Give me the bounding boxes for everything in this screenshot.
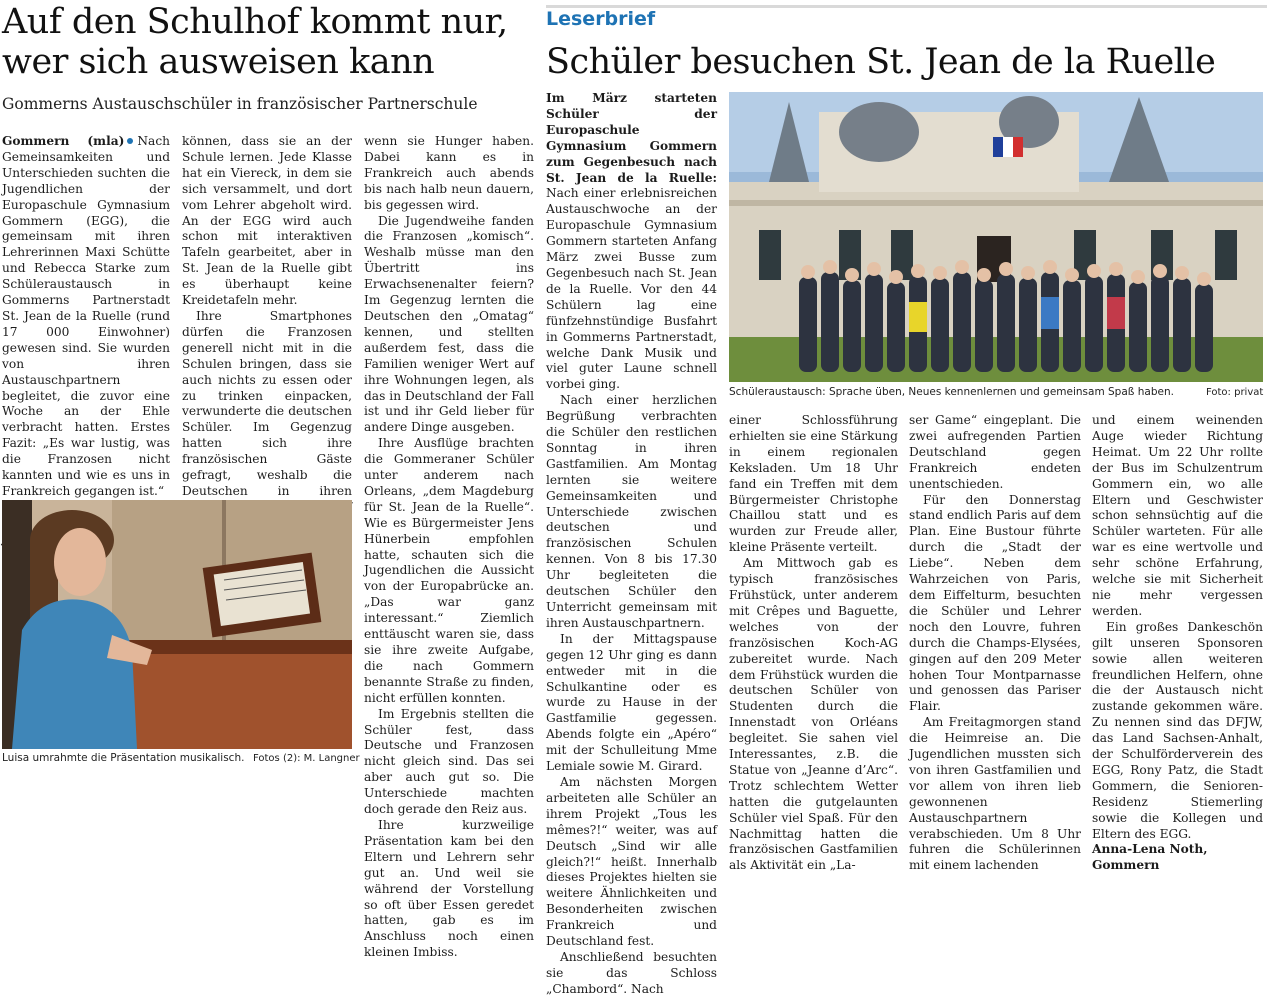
right-column-3 <box>909 413 1081 873</box>
left-photo-caption: Luisa umrahmte die Präsentation musikalisch. <box>2 752 245 764</box>
signature: Anna-Lena Noth, Gommern <box>1092 842 1208 873</box>
paragraph: Am Mittwoch gab es typisch französisches Frühstück, unter anderem mit Crêpes und Baguette, welches von der französischen Koch-AG zubereitet wurde. Nach dem Frühstück wurden die deutschen Schüler von Studenten durch die Innenstadt von Orléans begleitet. Sie sahen viel Interessantes, z.B. die Statue von „Jeanne d’Arc“. Trotz schlechtem Wetter hatten die gutgelaunten Schüler viel Spaß. Für den Nachmittag hatten die französischen Gastfamilien als Aktivität ein „La- <box>729 556 898 873</box>
right-photo-caption: Schüleraustausch: Sprache üben, Neues kennenlernen und gemeinsam Spaß haben. <box>729 386 1174 398</box>
paragraph: Die Jugendweihe fanden die Franzosen „komisch“. Weshalb müsse man den Übertritt ins Erwachsenenalter feiern? Im Gegenzug lernten die Deutschen den „Omatag“ kennen, und stellten außerdem fest, dass die Familien weniger Wert auf ihre Wohnungen legen, als das in Deutschland der Fall ist und ihr Geld lieber für andere Dinge ausgeben. <box>364 213 534 435</box>
piano-photo-illustration <box>2 500 352 749</box>
dateline: Gommern (mla) <box>2 134 125 148</box>
paragraph: Ihre Ausflüge brachten die Gommeraner Schüler unter anderem nach Orleans, „dem Magdeburg für St. Jean de la Ruelle“. Wie es Bürgermeister Jens Hünerbein empfohlen hatte, schauten sich die Jugendlichen die Aussicht von der Europabrücke an. „Das war ganz interessant.“ Ziemlich enttäuscht waren sie, dass sie ihre zweite Aufgabe, die nach Gommern benannte Straße zu finden, nicht erfüllen konnten. <box>364 436 534 705</box>
paragraph: und einem weinenden Auge wieder Richtung Heimat. Um 22 Uhr rollte der Bus im Schulzentrum Gommern ein, wo alle Eltern und Geschwister schon sehnsüchtig auf die Schüler warteten. Für alle war es eine wertvolle und sehr schöne Erfahrung, welche sie mit Sicherheit nie mehr vergessen werden. <box>1092 413 1263 618</box>
paragraph-text: Nach Gemeinsamkeiten und Unterschieden suchten die Jugendlichen der Europaschule Gymnasium Gommern (EGG), die gemeinsam mit ihren Lehrerinnen Maxi Schütte und Rebecca Starke zum Schüleraustausch in Gommerns Partnerstadt St. Jean de la Ruelle (rund 17 000 Einwohner) gewesen sind. Sie wurden von ihren Austauschpartnern begleitet, die zuvor eine Woche an der Ehle verbracht hatten. Erstes Fazit: „Es war lustig, was die Franzosen nicht kannten und wie es uns in Frankreich gegangen ist.“ <box>2 134 170 498</box>
paragraph: Ihre kurzweilige Präsentation kam bei den Eltern und Lehrern sehr gut an. Und weil sie während der Vorstellung so oft über Essen geredet hatten, gab es im Anschluss noch einen kleinen Imbiss. <box>364 817 534 960</box>
right-headline: Schüler besuchen St. Jean de la Ruelle <box>546 42 1216 82</box>
left-subtitle: Gommerns Austauschschüler in französischer Partnerschule <box>2 95 478 113</box>
right-photo-credit: Foto: privat <box>1206 387 1264 398</box>
bullet-dot-icon <box>127 138 133 144</box>
left-headline-line2: wer sich ausweisen kann <box>2 42 435 82</box>
paragraph-text: Nach einer erlebnisreichen Austauschwoche an der Europaschule Gymnasium Gommern starteten Anfang März zwei Busse zum Gegenbesuch nach St. Jean de la Ruelle. Vor den 44 Schülern lag eine fünfzehnstündige Busfahrt in Gommerns Partnerstadt, welche Dank Musik und viel guter Laune schnell vorbei ging. <box>546 186 717 392</box>
left-column-2 <box>182 134 352 498</box>
right-column-4 <box>1092 413 1263 873</box>
lead-text: Im März starteten Schüler der Europaschule Gymnasium Gommern zum Gegenbesuch nach St. Jean de la Ruelle: <box>546 91 717 185</box>
paragraph: Nach einer herzlichen Begrüßung verbrachten die Schüler den restlichen Sonntag in ihren Gastfamilien. Am Montag lernten sie weitere Gemeinsamkeiten und Unterschiede zwischen deutschen und französischen Schulen kennen. Von 8 bis 17.30 Uhr begleiteten die deutschen Schüler den Unterricht gemeinsam mit ihren Austauschpartnern. <box>546 393 717 630</box>
paragraph: Am Freitagmorgen stand die Heimreise an. Die Jugendlichen mussten sich von ihren Gastfamilien und vor allem von ihren lieb gewonnenen Austauschpartnern verabschieden. Um 8 Uhr fuhren die Schülerinnen mit einem lachenden <box>909 715 1081 873</box>
paragraph: ser Game“ eingeplant. Die zwei aufregenden Partien Deutschland gegen Frankreich endeten unentschieden. <box>909 413 1081 491</box>
letter-kicker: Leserbrief <box>546 8 656 30</box>
paragraph: wenn sie Hunger haben. Dabei kann es in Frankreich auch abends bis nach halb neun dauern, bis gegessen wird. <box>364 134 534 212</box>
left-headline-line1: Auf den Schulhof kommt nur, <box>2 2 508 42</box>
paragraph: Anschließend besuchten sie das Schloss „Chambord“. Nach <box>546 949 717 996</box>
right-column-1 <box>546 91 717 996</box>
piano-photo <box>2 500 352 749</box>
left-photo-credit: Fotos (2): M. Langner <box>253 753 360 764</box>
paragraph: Im Ergebnis stellten die Schüler fest, dass Deutsche und Franzosen nicht gleich sind. Das sei aber auch gut so. Die Unterschiede machten doch gerade den Reiz aus. <box>364 706 534 817</box>
lead-paragraph <box>546 91 717 393</box>
paragraph: Am nächsten Morgen arbeiteten alle Schüler an ihrem Projekt „Tous les mêmes?!“ weiter, was auf Deutsch „Sind wir alle gleich?!“ heißt. Innerhalb dieses Projektes hielten sie weitere Ähnlichkeiten und Besonderheiten zwischen Frankreich und Deutschland fest. <box>546 774 717 949</box>
paragraph: Ein großes Dankeschön gilt unseren Sponsoren sowie allen weiteren freundlichen Helfern, ohne die der Austausch nicht zustande gekommen wäre. Zu nennen sind das DFJW, das Land Sachsen-Anhalt, der Schulförderverein des EGG, Rony Patz, die Stadt Gommern, die Senioren-Residenz Stiemerling sowie die Kollegen und Eltern des EGG. <box>1092 619 1263 841</box>
left-headline <box>2 2 532 82</box>
paragraph: In der Mittagspause gegen 12 Uhr ging es dann entweder mit in die Schulkantine oder es wurde zu Hause in der Gastfamilie gegessen. Abends folgte ein „Apéro“ mit der Schulleitung Mme Lemiale sowie M. Girard. <box>546 631 717 774</box>
paragraph: einer Schlossführung erhielten sie eine Stärkung in einem regionalen Keksladen. Um 18 Uhr fand ein Treffen mit dem Bürgermeister Christophe Chaillou statt und es wurden zur Freude aller, kleine Präsente verteilt. <box>729 413 898 555</box>
paragraph <box>2 134 170 500</box>
paragraph: können, dass sie an der Schule lernen. Jede Klasse hat ein Viereck, in dem sie sich versammelt, und dort vom Lehrer abgeholt wird. An der EGG wird auch schon mit interaktiven Tafeln gearbeitet, aber in St. Jean de la Ruelle gibt es überhaupt keine Kreidetafeln mehr. <box>182 134 352 308</box>
right-column-2 <box>729 413 898 873</box>
paragraph: Für den Donnerstag stand endlich Paris auf dem Plan. Eine Bustour führte durch die „Stadt der Liebe“. Neben dem Wahrzeichen von Paris, dem Eiffelturm, besuchten die Schüler und Lehrer noch den Louvre, fuhren durch die Champs-Elysées, gingen auf den 209 Meter hohen Tour Montparnasse und genossen das Pariser Flair. <box>909 492 1081 714</box>
paragraph: Ihre Smartphones dürfen die Franzosen generell nicht mit in die Schulen bringen, dass sie auch nichts zu essen oder zu trinken einpacken, verwunderte die deutschen Schüler. Im Gegenzug hatten sich ihre französischen Gäste gefragt, weshalb die Deutschen in ihren <box>182 308 352 498</box>
left-column-3 <box>364 134 534 960</box>
left-column-1 <box>2 134 170 498</box>
group-photo <box>729 92 1263 382</box>
group-photo-illustration <box>729 92 1263 382</box>
